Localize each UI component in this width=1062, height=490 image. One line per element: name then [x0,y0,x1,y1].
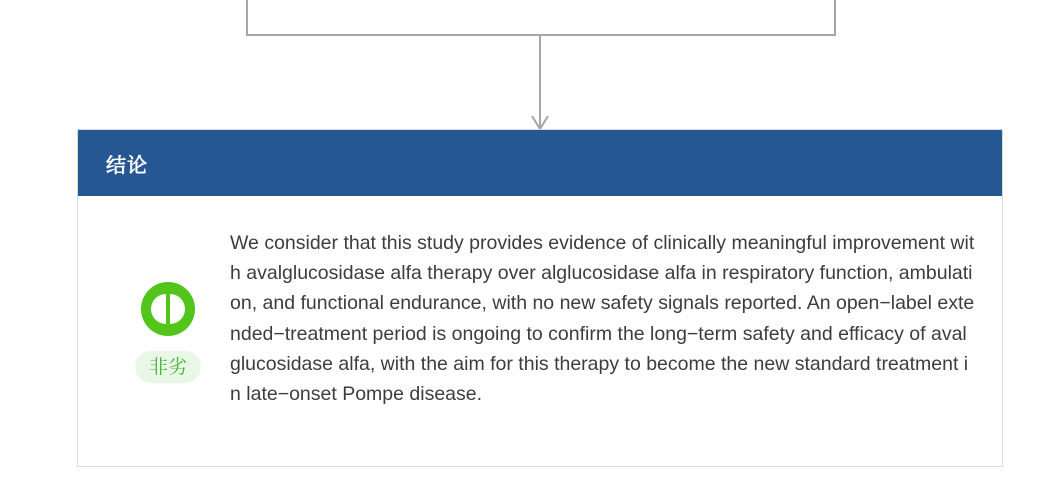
conclusion-title: 结论 [106,152,148,177]
conclusion-header [78,130,1002,196]
conclusion-text: We consider that this study provides evidence of clinically meaningful improvement with avalglucosidase alfa therapy over alglucosidase alfa in respiratory function, ambulation, and functional endurance, with no new safety signals reported. An open−label extended−treatment period is ongoing to confirm the long−term safety and efficacy of avalglucosidase alfa, with the aim for this therapy to become the new standard treatment in late−onset Pompe disease. [230,232,975,406]
verdict-badge: 非劣 [135,351,201,383]
conclusion-card [77,129,1003,467]
previous-step-box [246,0,836,36]
verdict [132,282,204,383]
non-inferior-icon [141,282,195,336]
